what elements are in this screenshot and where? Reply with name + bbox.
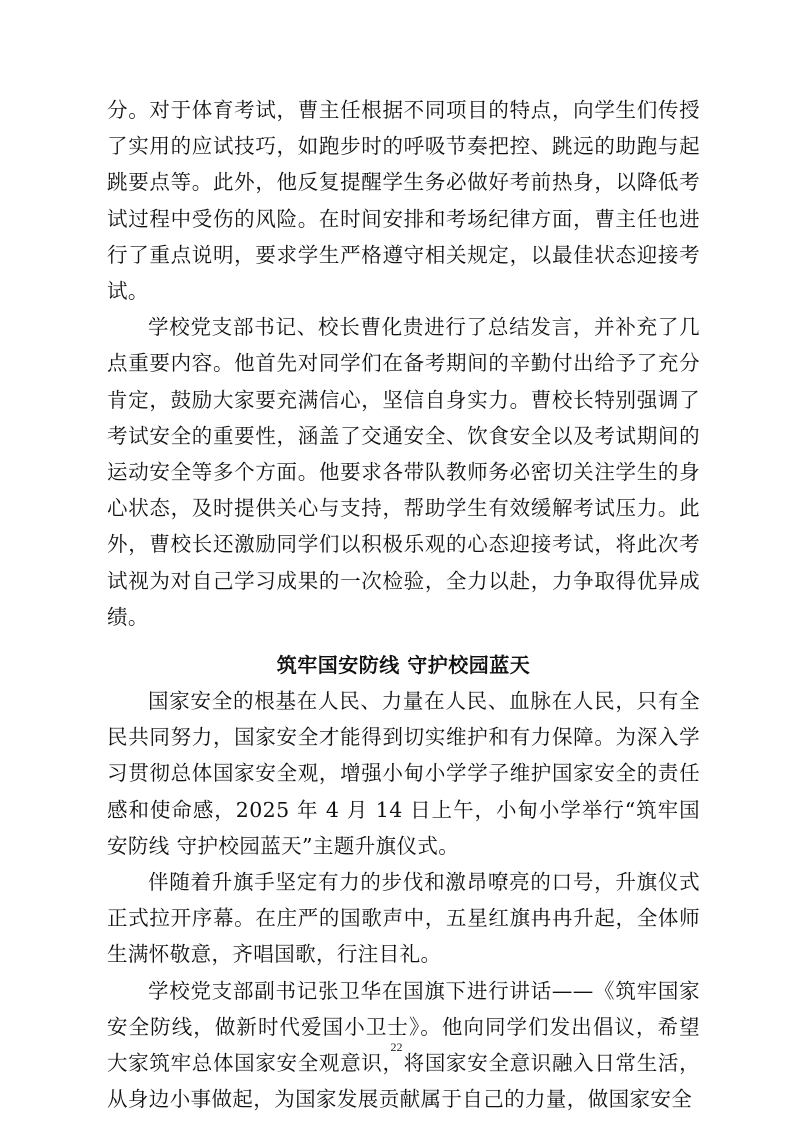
section-heading: 筑牢国安防线 守护校园蓝天 bbox=[276, 653, 531, 678]
page-body bbox=[107, 92, 700, 1117]
page-number: 22 bbox=[390, 1040, 403, 1054]
body-paragraph: 学校党支部副书记张卫华在国旗下进行讲话——《筑牢国家安全防线，做新时代爱国小卫士》。他向同学们发出倡议，希望大家筑牢总体国家安全观意识，将国家安全意识融入日常生活，从身边小事做起，为国家发展贡献属于自己的力量，做国家安全 bbox=[107, 978, 700, 1112]
body-paragraph: 国家安全的根基在人民、力量在人民、血脉在人民，只有全民共同努力，国家安全才能得到切实维护和有力保障。为深入学习贯彻总体国家安全观，增强小甸小学学子维护国家安全的责任感和使命感，2025 年 4 月 14 日上午，小甸小学举行“筑牢国安防线 守护校园蓝天”主题升旗仪式。 bbox=[107, 689, 700, 858]
body-paragraph: 分。对于体育考试，曹主任根据不同项目的特点，向学生们传授了实用的应试技巧，如跑步时的呼吸节奏把控、跳远的助跑与起跳要点等。此外，他反复提醒学生务必做好考前热身，以降低考试过程中受伤的风险。在时间安排和考场纪律方面，曹主任也进行了重点说明，要求学生严格遵守相关规定，以最佳状态迎接考试。 bbox=[107, 98, 700, 304]
body-paragraph: 伴随着升旗手坚定有力的步伐和激昂嘹亮的口号，升旗仪式正式拉开序幕。在庄严的国歌声中，五星红旗冉冉升起，全体师生满怀敬意，齐唱国歌，行注目礼。 bbox=[107, 870, 700, 967]
body-paragraph: 学校党支部书记、校长曹化贵进行了总结发言，并补充了几点重要内容。他首先对同学们在备考期间的辛勤付出给予了充分肯定，鼓励大家要充满信心，坚信自身实力。曹校长特别强调了考试安全的重要性，涵盖了交通安全、饮食安全以及考试期间的运动安全等多个方面。他要求各带队教师务必密切关注学生的身心状态，及时提供关心与支持，帮助学生有效缓解考试压力。此外，曹校长还激励同学们以积极乐观的心态迎接考试，将此次考试视为对自己学习成果的一次检验，全力以赴，力争取得优异成绩。 bbox=[107, 315, 700, 629]
